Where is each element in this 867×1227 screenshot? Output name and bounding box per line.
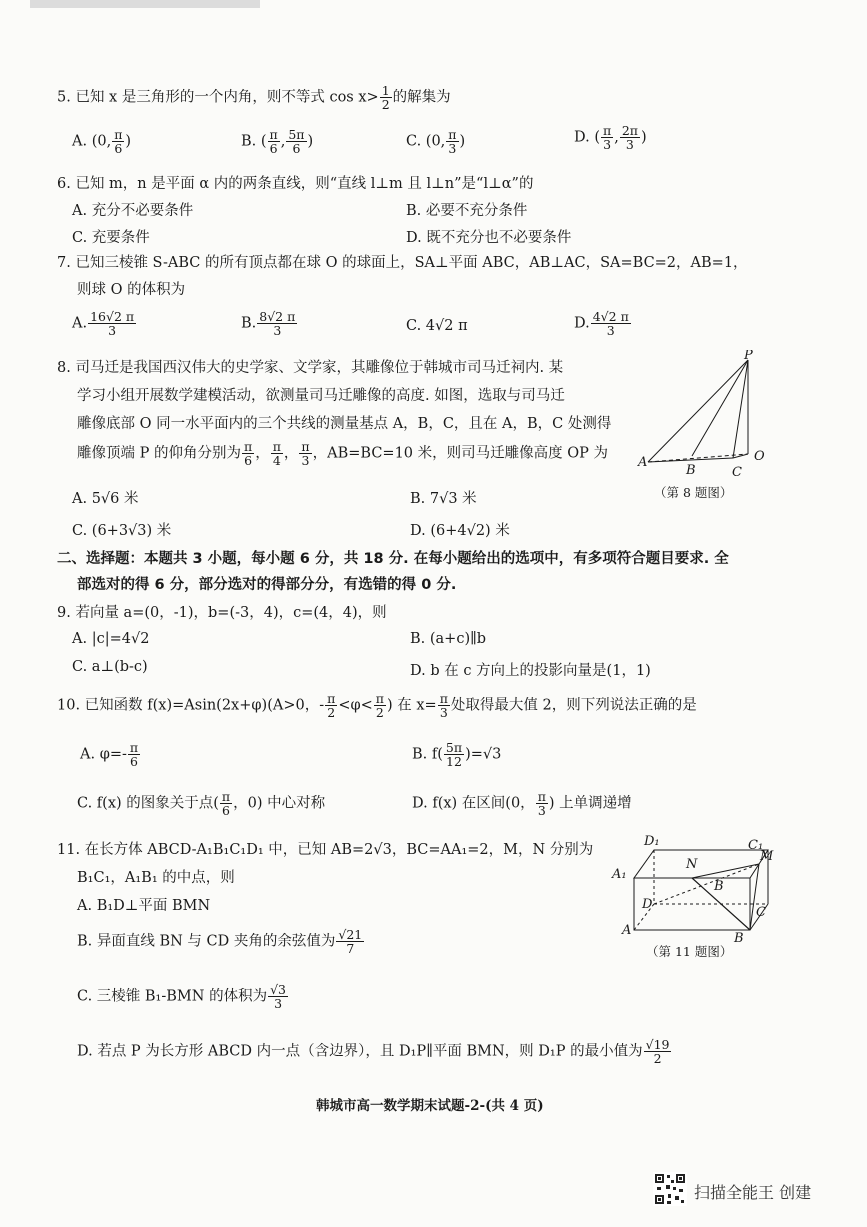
q6-option-d[interactable]: D. 既不充分也不必要条件 (406, 230, 572, 246)
fig11-label-b: B (734, 931, 744, 945)
q9-stem: 9. 若向量 a=(0，-1)，b=(-3，4)，c=(4，4)，则 (57, 605, 387, 621)
q11-option-a[interactable]: A. B₁D⊥平面 BMN (77, 898, 211, 914)
fig11-label-m: M (760, 849, 774, 864)
q7-option-c[interactable]: C. 4√2 π (406, 318, 468, 334)
fig11-label-c: C (756, 905, 766, 920)
q7-option-b[interactable]: B. $\frac{8√2 \pi}{3}$ (241, 309, 296, 339)
top-edge-remnant (30, 0, 260, 8)
q10-option-b[interactable]: B. f( $\frac{5\pi}{12}$ )=√3 (412, 740, 502, 770)
q7-option-d[interactable]: D. $\frac{4√2 \pi}{3}$ (574, 309, 629, 339)
fig8-label-p: P (744, 350, 753, 363)
q5-option-a[interactable]: A. (0, $\frac{\pi}{6}$ ) (72, 127, 132, 157)
q11-option-b[interactable]: B. 异面直线 BN 与 CD 夹角的余弦值为 $\frac{√21}{7}$ (77, 927, 363, 957)
q7-stem: 7. 已知三棱锥 S-ABC 的所有顶点都在球 O 的球面上，SA⊥平面 ABC，AB⊥AC，SA=BC=2，AB=1， (57, 255, 748, 271)
q10-stem: 10. 已知函数 f(x)=Asin(2x+φ)(A>0，- $\frac{\pi}{2}$ <φ< $\frac{\pi}{2}$ ) 在 x= $\frac{\pi}{3}$ 处取得最大值 2，则下列说法正确的是 (57, 691, 697, 721)
fig11-label-d1: D₁ (644, 834, 660, 849)
q8-line4: 雕像顶端 P 的仰角分别为 $\frac{\pi}{6}$ ， $\frac{\pi}{4}$ ， $\frac{\pi}{3}$ ，AB=BC=10 米，则司马迁雕像高度 OP 为 (77, 439, 609, 469)
fig11-label-n: N (686, 857, 698, 872)
scanner-watermark: 扫描全能王 创建 (694, 1183, 812, 1202)
q10-option-c[interactable]: C. f(x) 的图象关于点( $\frac{\pi}{6}$ ，0) 中心对称 (77, 789, 326, 819)
q9-option-a[interactable]: A. |c|=4√2 (72, 631, 150, 647)
q5-option-b[interactable]: B. ( $\frac{\pi}{6}$ , $\frac{5\pi}{6}$ ) (241, 127, 314, 157)
q8-figure (636, 350, 776, 480)
qr-code-icon (653, 1172, 687, 1206)
q10-option-d[interactable]: D. f(x) 在区间(0， $\frac{\pi}{3}$ ) 上单调递增 (412, 789, 632, 819)
q5-stem: 5. 已知 x 是三角形的一个内角，则不等式 cos x> $\frac{1}{2}$ 的解集为 (57, 83, 451, 113)
q11-option-c[interactable]: C. 三棱锥 B₁-BMN 的体积为 $\frac{√3}{3}$ (77, 982, 286, 1012)
q8-option-b[interactable]: B. 7√3 米 (410, 491, 477, 507)
q9-option-c[interactable]: C. a⊥(b-c) (72, 659, 148, 675)
fraction: $\frac{1}{2}$ (381, 83, 390, 113)
section2-heading-line2: 部选对的得 6 分，部分选对的得部分分，有选错的得 0 分. (77, 577, 457, 593)
fig11-label-a1: A₁ (612, 867, 627, 882)
q11-figure (610, 830, 775, 945)
q8-line2: 学习小组开展数学建模活动，欲测量司马迁雕像的高度. 如图，选取与司马迁 (77, 388, 565, 404)
fig11-label-d: D (642, 897, 653, 912)
q11-line1: 11. 在长方体 ABCD-A₁B₁C₁D₁ 中，已知 AB=2√3，BC=AA₁=2，M，N 分别为 (57, 842, 594, 858)
q11-figure-caption: （第 11 题图） (646, 944, 733, 959)
q9-option-d[interactable]: D. b 在 c 方向上的投影向量是(1，1) (410, 663, 651, 679)
q6-stem: 6. 已知 m，n 是平面 α 内的两条直线，则“直线 l⊥m 且 l⊥n”是“l⊥α”的 (57, 176, 534, 192)
q8-option-a[interactable]: A. 5√6 米 (72, 491, 139, 507)
q8-line3: 雕像底部 O 同一水平面内的三个共线的测量基点 A，B，C，且在 A，B，C 处测得 (77, 416, 612, 432)
q6-option-b[interactable]: B. 必要不充分条件 (406, 203, 528, 219)
q6-option-c[interactable]: C. 充要条件 (72, 230, 150, 246)
q11-option-d[interactable]: D. 若点 P 为长方形 ABCD 内一点（含边界），且 D₁P∥平面 BMN，则 D₁P 的最小值为 $\frac{√19}{2}$ (77, 1037, 670, 1067)
fig8-label-o: O (754, 449, 765, 464)
fig11-label-c1: C₁ (748, 838, 764, 853)
q8-option-c[interactable]: C. (6+3√3) 米 (72, 523, 172, 539)
q10-option-a[interactable]: A. φ=- $\frac{\pi}{6}$ (80, 740, 139, 770)
fig11-label-b1: B (714, 879, 724, 894)
q6-option-a[interactable]: A. 充分不必要条件 (72, 203, 194, 219)
fig8-label-a: A (638, 455, 648, 470)
q11-line2: B₁C₁，A₁B₁ 的中点，则 (77, 870, 235, 886)
q8-option-d[interactable]: D. (6+4√2) 米 (410, 523, 510, 539)
q7-stem-line2: 则球 O 的体积为 (77, 282, 186, 298)
page-footer: 韩城市高一数学期末试题-2-(共 4 页) (316, 1098, 544, 1114)
q5-option-c[interactable]: C. (0, $\frac{\pi}{3}$ ) (406, 127, 466, 157)
q9-option-b[interactable]: B. (a+c)∥b (410, 631, 487, 647)
section2-heading: 二、选择题：本题共 3 小题，每小题 6 分，共 18 分. 在每小题给出的选项中，有多项符合题目要求. 全 (57, 551, 729, 567)
fig11-label-a: A (622, 923, 632, 938)
q8-line1: 8. 司马迁是我国西汉伟大的史学家、文学家，其雕像位于韩城市司马迁祠内. 某 (57, 360, 564, 376)
fig8-label-b: B (686, 463, 696, 478)
q5-option-d[interactable]: D. ( $\frac{\pi}{3}$ , $\frac{2\pi}{3}$ ) (574, 123, 647, 153)
q7-option-a[interactable]: A. $\frac{16√2 \pi}{3}$ (72, 309, 135, 339)
fig8-label-c: C (732, 465, 742, 480)
q8-figure-caption: （第 8 题图） (654, 485, 733, 500)
